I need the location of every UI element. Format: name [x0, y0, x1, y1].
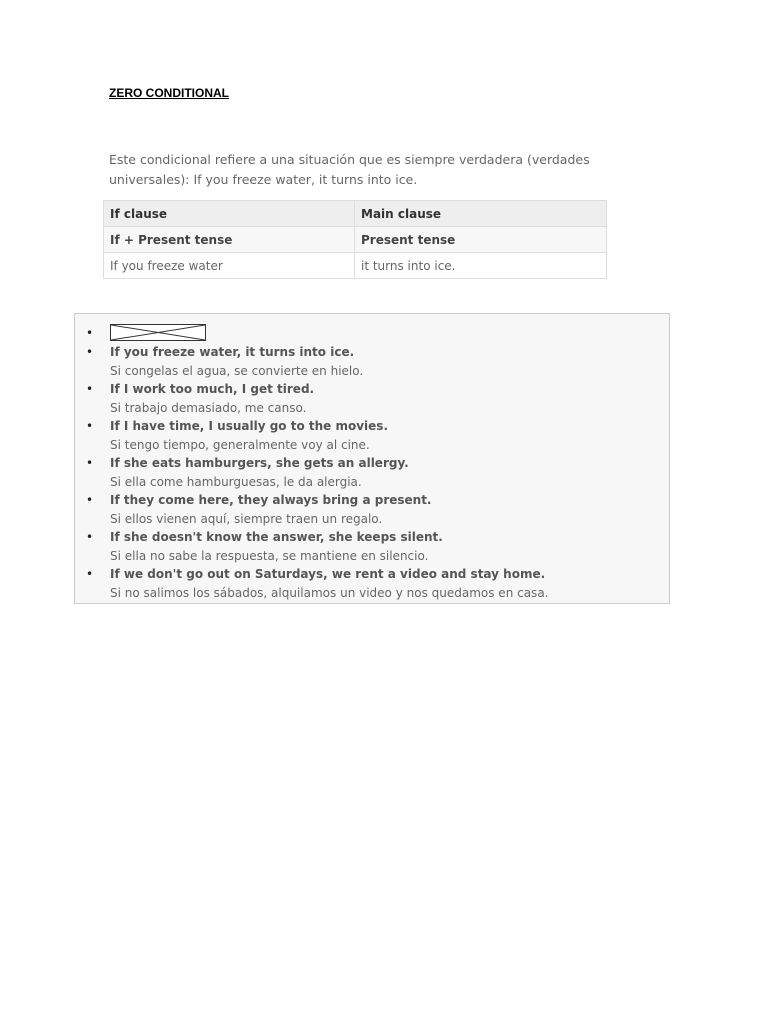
example-english: • If they come here, they always bring a present.: [110, 493, 432, 507]
example-english: • If she eats hamburgers, she gets an allergy.: [110, 456, 409, 470]
example-english: • If she doesn't know the answer, she keeps silent.: [110, 530, 443, 544]
example-spanish: Si ella no sabe la respuesta, se mantiene en silencio.: [110, 548, 429, 563]
table-cell: Present tense: [355, 227, 607, 253]
table-cell: If you freeze water: [104, 253, 355, 279]
page-title: ZERO CONDITIONAL: [109, 86, 229, 100]
example-english: • If we don't go out on Saturdays, we rent a video and stay home.: [110, 567, 546, 581]
example-spanish: Si ella come hamburguesas, le da alergia.: [110, 474, 362, 489]
example-english: • If I have time, I usually go to the movies.: [110, 419, 388, 433]
list-item: [75, 565, 669, 602]
table-header-cell: Main clause: [355, 201, 607, 227]
intro-paragraph: Este condicional refiere a una situación que es siempre verdadera (verdades universales): If you freeze water, it turns into ice.: [109, 152, 590, 187]
example-spanish: Si trabajo demasiado, me canso.: [110, 400, 307, 415]
examples-list: [75, 324, 669, 602]
example-english: • If you freeze water, it turns into ice.: [110, 345, 355, 359]
list-item: [75, 343, 669, 380]
example-spanish: Si congelas el agua, se convierte en hielo.: [110, 363, 364, 378]
examples-box: [74, 313, 670, 604]
list-item: [75, 417, 669, 454]
table-header-cell: If clause: [104, 201, 355, 227]
list-item: [75, 491, 669, 528]
table-header-row: [104, 201, 607, 227]
broken-image-icon: [110, 324, 206, 341]
example-spanish: Si ellos vienen aquí, siempre traen un regalo.: [110, 511, 383, 526]
list-item: [75, 380, 669, 417]
example-english: • If I work too much, I get tired.: [110, 382, 315, 396]
example-spanish: Si tengo tiempo, generalmente voy al cine.: [110, 437, 370, 452]
table-row: [104, 227, 607, 253]
example-spanish: Si no salimos los sábados, alquilamos un video y nos quedamos en casa.: [110, 585, 549, 600]
list-item: [75, 324, 669, 341]
list-item: [75, 528, 669, 565]
table-row: [104, 253, 607, 279]
conditional-table: [103, 200, 607, 279]
list-item: [75, 454, 669, 491]
table-cell: If + Present tense: [104, 227, 355, 253]
table-cell: it turns into ice.: [355, 253, 607, 279]
